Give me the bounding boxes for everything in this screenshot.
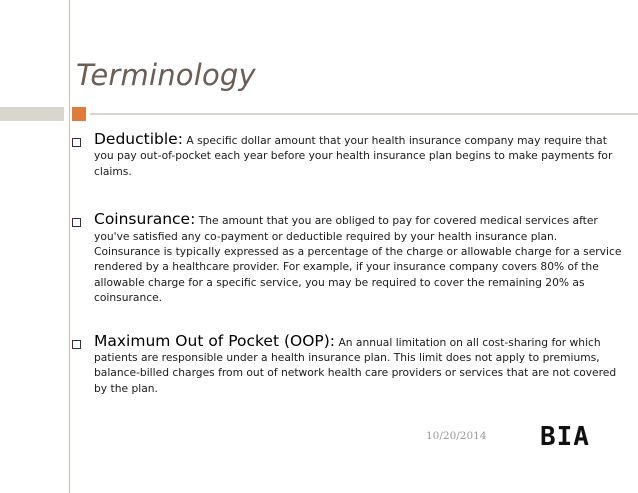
divider-line	[90, 113, 638, 115]
slide-date: 10/20/2014	[426, 430, 487, 442]
square-bullet-icon	[72, 218, 81, 227]
bia-logo: BIA	[540, 422, 590, 452]
left-rule-line	[69, 0, 70, 493]
bullet-list	[72, 132, 624, 396]
divider-grey-block	[0, 107, 64, 121]
bullet-maximum-oop	[72, 331, 624, 397]
title-divider-bar	[0, 107, 638, 121]
definition-maximum-oop: An annual limitation on all cost-sharing for which patients are responsible under a health insurance plan. This limit does not apply to premiums, balance-billed charges from out of network health care providers or services that are not covered by the plan.	[94, 335, 617, 395]
definition-coinsurance: The amount that you are obliged to pay for covered medical services after you've satisfied any co-payment or deductible required by your health insurance plan. Coinsurance is typically expressed as a percentage of the charge or allowable charge for a service rendered by a healthcare provider. For example, if your insurance company covers 80% of the allowable charge for a specific service, you may be required to cover the remaining 20% as coinsurance.	[94, 214, 622, 305]
term-coinsurance: Coinsurance:	[94, 210, 196, 229]
definition-deductible: A specific dollar amount that your health insurance company may require that you pay out-of-pocket each year before your health insurance plan begins to make payments for claims.	[94, 134, 613, 178]
divider-orange-square	[72, 107, 86, 121]
slide-title: Terminology	[76, 58, 256, 92]
term-deductible: Deductible:	[94, 130, 183, 148]
square-bullet-icon	[72, 138, 81, 147]
bullet-deductible	[72, 132, 624, 179]
square-bullet-icon	[72, 340, 81, 349]
term-maximum-oop: Maximum Out of Pocket (OOP):	[94, 331, 336, 350]
bullet-coinsurance	[72, 212, 624, 305]
